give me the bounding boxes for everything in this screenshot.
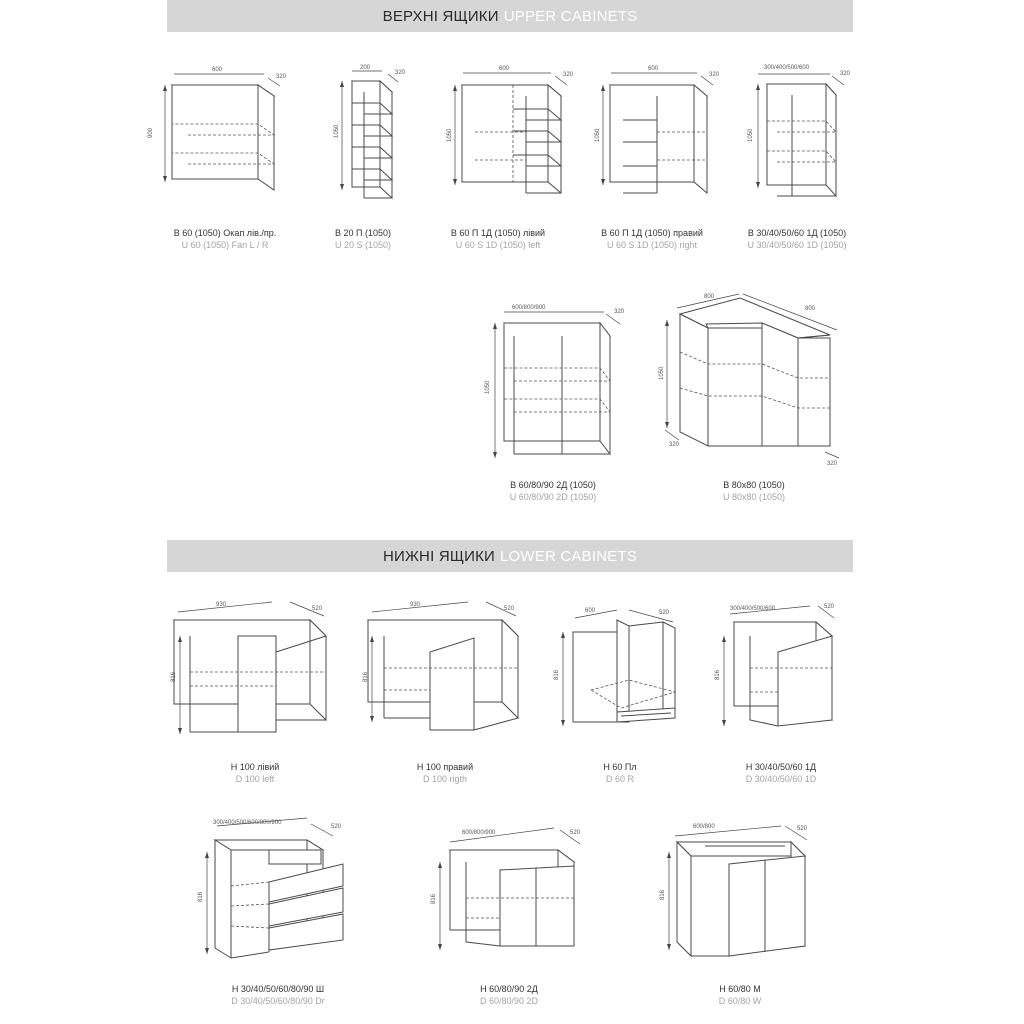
cabinet-name-en: U 30/40/50/60 1D (1050) xyxy=(747,240,847,250)
cabinet-drawing xyxy=(659,294,849,472)
cabinet-name-ua: В 60/80/90 2Д (1050) xyxy=(510,480,596,490)
cabinet-drawing xyxy=(414,822,604,972)
cabinet-drawing xyxy=(645,822,835,972)
cabinet-name-en: D 30/40/50/60/80/90 Dr xyxy=(231,996,325,1006)
upper-cabinets-banner xyxy=(167,0,853,32)
dim-height: 816 xyxy=(660,889,666,900)
dim-depth: 320 xyxy=(563,72,574,78)
dim-height: 816 xyxy=(431,893,437,904)
cabinet-item-d30-90-drawers xyxy=(183,820,373,1006)
lower-title-en: LOWER CABINETS xyxy=(500,547,638,565)
cabinet-name-en: U 60 S 1D (1050) left xyxy=(455,240,541,250)
cabinet-item-d100-right xyxy=(350,600,540,784)
cabinet-name-en: D 60/80 W xyxy=(718,996,762,1006)
dim-width: 200 xyxy=(360,65,371,71)
cabinet-name-ua: Н 60/80 М xyxy=(719,984,761,994)
cabinet-name-en: D 30/40/50/60 1D xyxy=(745,774,817,784)
cabinet-drawing xyxy=(160,600,350,750)
dim-width: 930 xyxy=(216,602,227,608)
cabinet-name-ua: Н 30/40/50/60 1Д xyxy=(745,762,817,772)
dim-depth: 320 xyxy=(276,74,287,80)
cabinet-name-ua: Н 30/40/50/60/80/90 Ш xyxy=(231,984,325,994)
cabinet-item-u80x80-corner xyxy=(659,294,849,502)
dim-width: 600 xyxy=(499,66,510,72)
dim-width: 600/800/900 xyxy=(462,830,496,836)
cabinet-name-ua: В 60 П 1Д (1050) правий xyxy=(601,228,703,238)
dim-depth: 520 xyxy=(659,610,670,616)
cabinet-name-en: D 60 R xyxy=(605,774,634,784)
cabinet-drawing xyxy=(183,822,373,972)
cabinet-drawing xyxy=(702,62,892,222)
dim-depth: 520 xyxy=(312,606,323,612)
dim-depth: 320 xyxy=(709,72,720,78)
dim-height: 816 xyxy=(198,891,204,902)
cabinet-item-d30-60-1d xyxy=(686,600,876,784)
dim-height: 816 xyxy=(554,669,560,680)
lower-cabinets-banner xyxy=(167,540,853,572)
cabinet-name-ua: В 20 П (1050) xyxy=(335,228,391,238)
dim-width: 600/800 xyxy=(693,824,715,830)
dim-height: 816 xyxy=(363,671,369,682)
dim-width: 600/800/900 xyxy=(512,305,546,311)
cabinet-item-d60-80-sink xyxy=(645,822,835,1006)
dim-width: 300/400/500/600 xyxy=(730,606,776,612)
cabinet-item-u60-90-2d xyxy=(458,300,648,502)
cabinet-name-en: U 60 S 1D (1050) right xyxy=(606,240,698,250)
dim-width: 600 xyxy=(212,67,223,73)
dim-width: 800 xyxy=(704,294,715,300)
cabinet-item-d100-left xyxy=(160,600,350,784)
cabinet-drawing xyxy=(350,600,540,750)
cabinet-name-en: U 60 (1050) Fan L / R xyxy=(181,240,269,250)
cabinet-name-en: U 80x80 (1050) xyxy=(722,492,786,502)
dim-depth: 520 xyxy=(504,606,515,612)
dim-height: 1050 xyxy=(659,366,665,380)
dim-depth: 520 xyxy=(331,824,342,830)
dim-depth: 320 xyxy=(614,309,625,315)
dim-depth: 520 xyxy=(824,604,835,610)
dim-width: 300/400/500/600/800/900 xyxy=(213,820,282,826)
cabinet-name-ua: Н 60 Пл xyxy=(603,762,637,772)
cabinet-name-ua: В 60 (1050) Окап лів./пр. xyxy=(173,228,277,238)
dim-width: 600 xyxy=(648,66,659,72)
dim-depth: 520 xyxy=(570,830,581,836)
dim-height: 1050 xyxy=(748,128,754,142)
dim-depth: 320 xyxy=(395,70,406,76)
dim-height: 1050 xyxy=(334,124,340,138)
cabinet-name-en: D 60/80/90 2D xyxy=(479,996,539,1006)
dim-height: 1050 xyxy=(485,380,491,394)
dim-depth: 520 xyxy=(797,826,808,832)
cabinet-item-d60-90-2d xyxy=(414,822,604,1006)
dim-height: 900 xyxy=(148,127,154,138)
cabinet-name-ua: Н 100 лівий xyxy=(230,762,280,772)
dim-depth: 320 xyxy=(840,71,851,77)
cabinet-name-en: U 60/80/90 2D (1050) xyxy=(509,492,597,502)
cabinet-name-en: D 100 rigth xyxy=(422,774,468,784)
upper-title-en: UPPER CABINETS xyxy=(503,7,638,25)
cabinet-name-ua: В 60 П 1Д (1050) лівий xyxy=(450,228,546,238)
dim-side-right: 320 xyxy=(827,461,838,467)
dim-height: 1050 xyxy=(447,128,453,142)
dim-height: 816 xyxy=(715,669,721,680)
dim-width: 600 xyxy=(585,608,596,614)
lower-title-ua: НИЖНІ ЯЩИКИ xyxy=(382,547,496,565)
cabinet-name-en: U 20 S (1050) xyxy=(334,240,392,250)
cabinet-name-en: D 100 left xyxy=(235,774,275,784)
dim-side-left: 320 xyxy=(669,442,680,448)
dim-depth: 800 xyxy=(805,306,816,312)
dim-width: 930 xyxy=(410,602,421,608)
cabinet-drawing xyxy=(686,600,876,750)
dim-height: 1050 xyxy=(595,128,601,142)
cabinet-name-ua: Н 60/80/90 2Д xyxy=(480,984,538,994)
cabinet-name-ua: Н 100 правий xyxy=(416,762,474,772)
cabinet-drawing xyxy=(458,300,648,472)
cabinet-name-ua: В 80х80 (1050) xyxy=(723,480,785,490)
upper-title-ua: ВЕРХНІ ЯЩИКИ xyxy=(382,7,499,25)
dim-height: 816 xyxy=(171,671,177,682)
dim-width: 300/400/500/600 xyxy=(764,65,810,71)
cabinet-item-u30-60-1d xyxy=(702,62,892,250)
cabinet-name-ua: В 30/40/50/60 1Д (1050) xyxy=(747,228,847,238)
